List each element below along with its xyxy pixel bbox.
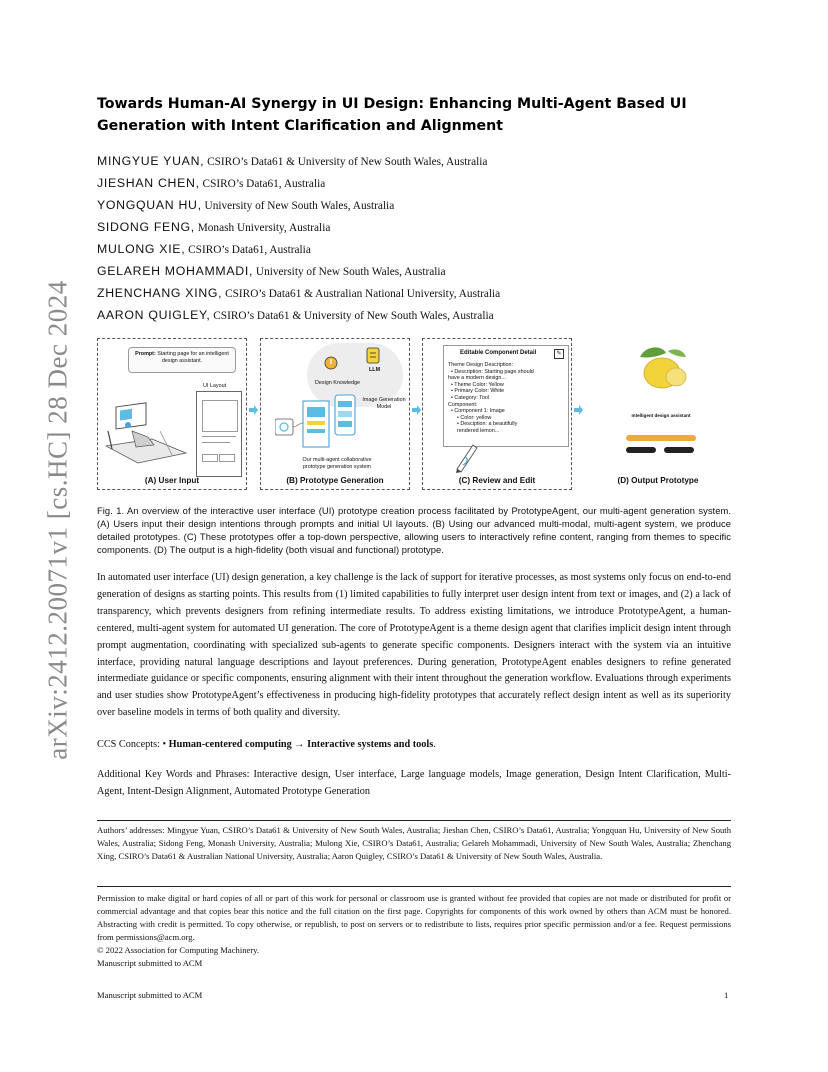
- divider: [97, 820, 731, 821]
- editable-detail-card: [443, 345, 569, 447]
- author-name: JIESHAN CHEN,: [97, 176, 200, 190]
- panel-review-edit: [422, 338, 572, 490]
- user-desk-illustration: [102, 391, 190, 471]
- ccs-concepts: [97, 737, 731, 753]
- image-model-label: Image Generation Model: [362, 397, 406, 410]
- detail-line: • Desciption: a beautifully: [448, 421, 518, 428]
- agent-network-illustration: [275, 393, 359, 461]
- author-affiliation: CSIRO’s Data61 & University of New South Wales, Australia: [210, 310, 494, 322]
- prompt-bubble: [128, 347, 236, 373]
- footer-venue: Manuscript submitted to ACM: [97, 990, 203, 1000]
- panel-a-label: (A) User Input: [144, 476, 200, 485]
- paper-title: Towards Human-AI Synergy in UI Design: Enhancing Multi-Agent Based UI Generation with Intent Clarification and Alignment: [97, 96, 687, 134]
- edit-icon[interactable]: ✎: [554, 349, 564, 359]
- author-name: MINGYUE YUAN,: [97, 154, 205, 168]
- author-name: GELAREH MOHAMMADI,: [97, 264, 254, 278]
- ccs-label: CCS Concepts: •: [97, 739, 169, 750]
- detail-line: rendered lemon...: [448, 427, 500, 434]
- detail-line: have a modern design...: [448, 375, 506, 382]
- prototype-screen: [618, 343, 704, 463]
- panel-prototype-generation: [260, 338, 410, 490]
- panel-output-prototype: [585, 338, 731, 490]
- detail-line: • Category: Tool: [448, 394, 490, 401]
- permission-notice: [97, 892, 731, 970]
- figure-overview: [97, 338, 731, 490]
- author-name: ZHENCHANG XING,: [97, 286, 223, 300]
- lemon-image: [632, 343, 690, 393]
- author-entry: [97, 217, 737, 239]
- system-note: Our multi-agent collaborative prototype generation system: [302, 457, 372, 470]
- author-entry: [97, 239, 737, 261]
- keywords: Additional Key Words and Phrases: Interactive design, User interface, Large language models, Image generation, Design Intent Clarification, Multi-Agent, Intent-Design Alignment, Automated Prototype Generation: [97, 769, 731, 797]
- detail-line: Theme Design Description:: [448, 362, 514, 368]
- submitted-line: Manuscript submitted to ACM: [97, 958, 203, 968]
- editable-detail-lines: [448, 362, 566, 435]
- detail-line: • Description: Starting page should: [448, 368, 534, 375]
- divider: [97, 886, 731, 887]
- ccs-end: .: [433, 739, 436, 750]
- author-entry: [97, 173, 737, 195]
- author-name: YONGQUAN HU,: [97, 198, 202, 212]
- arxiv-identifier: arXiv:2412.20071v1 [cs.HC] 28 Dec 2024: [42, 280, 73, 760]
- ui-layout-sketch: [196, 391, 242, 477]
- author-affiliation: CSIRO’s Data61, Australia: [199, 178, 326, 190]
- author-affiliation: University of New South Wales, Australia: [201, 200, 395, 212]
- author-name: AARON QUIGLEY,: [97, 308, 211, 322]
- copyright-line: © 2022 Association for Computing Machinery.: [97, 945, 260, 955]
- author-entry: [97, 195, 737, 217]
- author-name: SIDONG FENG,: [97, 220, 195, 234]
- abstract: In automated user interface (UI) design generation, a key challenge is the lack of support for iterative processes, as most systems only focus on end-to-end generation of designs as starting points. This results from (1) limited capabilities to fully interpret user design intent from text or images, and (2) a lack of transparency, which prevents designers from refining intermediate results. To address existing limitations, we introduce PrototypeAgent, a human-centered, multi-agent system for automated UI generation. The core of PrototypeAgent is a theme design agent that clarifies implicit design intent through prompt augmentation, coordinating with specialized sub-agents to generate specific components. Designers interact with the system via an intuitive interface, providing natural language descriptions and layout preferences. During generation, PrototypeAgent enables designers to refine generated intermediate guidance or specific components, ensuring alignment with their intent throughout the generation workflow. Evaluations through experiments and user studies show PrototypeAgent’s effectiveness in producing high-fidelity prototypes that accurately reflect design intent as well as its superiority over baseline models in terms of both quality and diversity.: [97, 572, 731, 719]
- arrow-icon: [574, 405, 583, 415]
- pencil-icon: [453, 439, 479, 473]
- secondary-button[interactable]: [626, 447, 656, 453]
- author-entry: [97, 151, 737, 173]
- panel-user-input: [97, 338, 247, 490]
- detail-line: • Primary Color: White: [448, 388, 505, 395]
- page-number: 1: [724, 990, 729, 1000]
- llm-icon: [365, 347, 381, 365]
- detail-line: • Component 1: Image: [448, 408, 505, 415]
- author-entry: [97, 305, 737, 327]
- author-affiliation: CSIRO’s Data61 & Australian National University, Australia: [222, 288, 501, 300]
- permission-text: Permission to make digital or hard copies of all or part of this work for personal or classroom use is granted without fee provided that copies are not made or distributed for profit or commercial advantage and that copies bear this notice and the full citation on the first page. Copyrights for components of this work owned by others than ACM must be honored. Abstracting with credit is permitted. To copy otherwise, or republish, to post on servers or to redistribute to lists, requires prior specific permission and/or a fee. Request permissions from permissions@acm.org.: [97, 893, 731, 942]
- primary-button[interactable]: [626, 435, 696, 441]
- panel-b-label: (B) Prototype Generation: [286, 476, 384, 485]
- ui-layout-label: UI Layout: [203, 383, 227, 389]
- design-knowledge-label: Design Knowledge: [315, 380, 360, 386]
- detail-line: • Color: yellow: [448, 414, 492, 421]
- prompt-text: Starting page for an intelligent design assistant.: [155, 351, 229, 364]
- detail-line: Component:: [448, 401, 478, 408]
- author-affiliation: University of New South Wales, Australia: [253, 266, 446, 278]
- knowledge-icon: [323, 355, 339, 371]
- secondary-button[interactable]: [664, 447, 694, 453]
- figure-caption: Fig. 1. An overview of the interactive user interface (UI) prototype creation process facilitated by PrototypeAgent, our multi-agent generation system. (A) Users input their design intentions through prompts and initial UI layouts. (B) Using our advanced multi-modal, multi-agent system, we produce detailed prototypes. (C) These prototypes offer a top-down perspective, allowing users to interactively refine content, ranging from themes to specific components. (D) The output is a high-fidelity (both visual and functional) prototype.: [97, 505, 731, 555]
- editable-detail-header: Editable Component Detail: [460, 350, 537, 356]
- llm-label: LLM: [369, 367, 381, 373]
- panel-c-label: (C) Review and Edit: [458, 476, 536, 485]
- author-entry: [97, 283, 737, 305]
- author-list: [97, 151, 737, 327]
- author-affiliation: CSIRO’s Data61 & University of New South Wales, Australia: [204, 156, 488, 168]
- app-title: Intelligent design assistant: [631, 413, 691, 418]
- author-affiliation: Monash University, Australia: [194, 222, 331, 234]
- prompt-label: Prompt:: [135, 351, 156, 357]
- arrow-icon: [412, 405, 421, 415]
- detail-line: • Theme Color: Yellow: [448, 381, 504, 388]
- author-affiliation: CSIRO’s Data61, Australia: [185, 244, 311, 256]
- ccs-concept: Human-centered computing → Interactive systems and tools: [168, 739, 434, 750]
- author-addresses: Authors’ addresses: Mingyue Yuan, CSIRO’s Data61 & University of New South Wales, Australia; Jieshan Chen, CSIRO’s Data61, Australia; Yongquan Hu, University of New South Wales, Australia; Sidong Feng, Monash University, Australia; Mulong Xie, CSIRO’s Data61, Australia; Gelareh Mohammadi, University of New South Wales, Australia; Zhenchang Xing, CSIRO’s Data61 & Australian National University, Australia; Aaron Quigley, CSIRO’s Data61 & University of New South Wales, Australia.: [97, 825, 731, 862]
- author-entry: [97, 261, 737, 283]
- panel-d-label: (D) Output Prototype: [617, 476, 699, 485]
- author-name: MULONG XIE,: [97, 242, 186, 256]
- arrow-icon: [249, 405, 258, 415]
